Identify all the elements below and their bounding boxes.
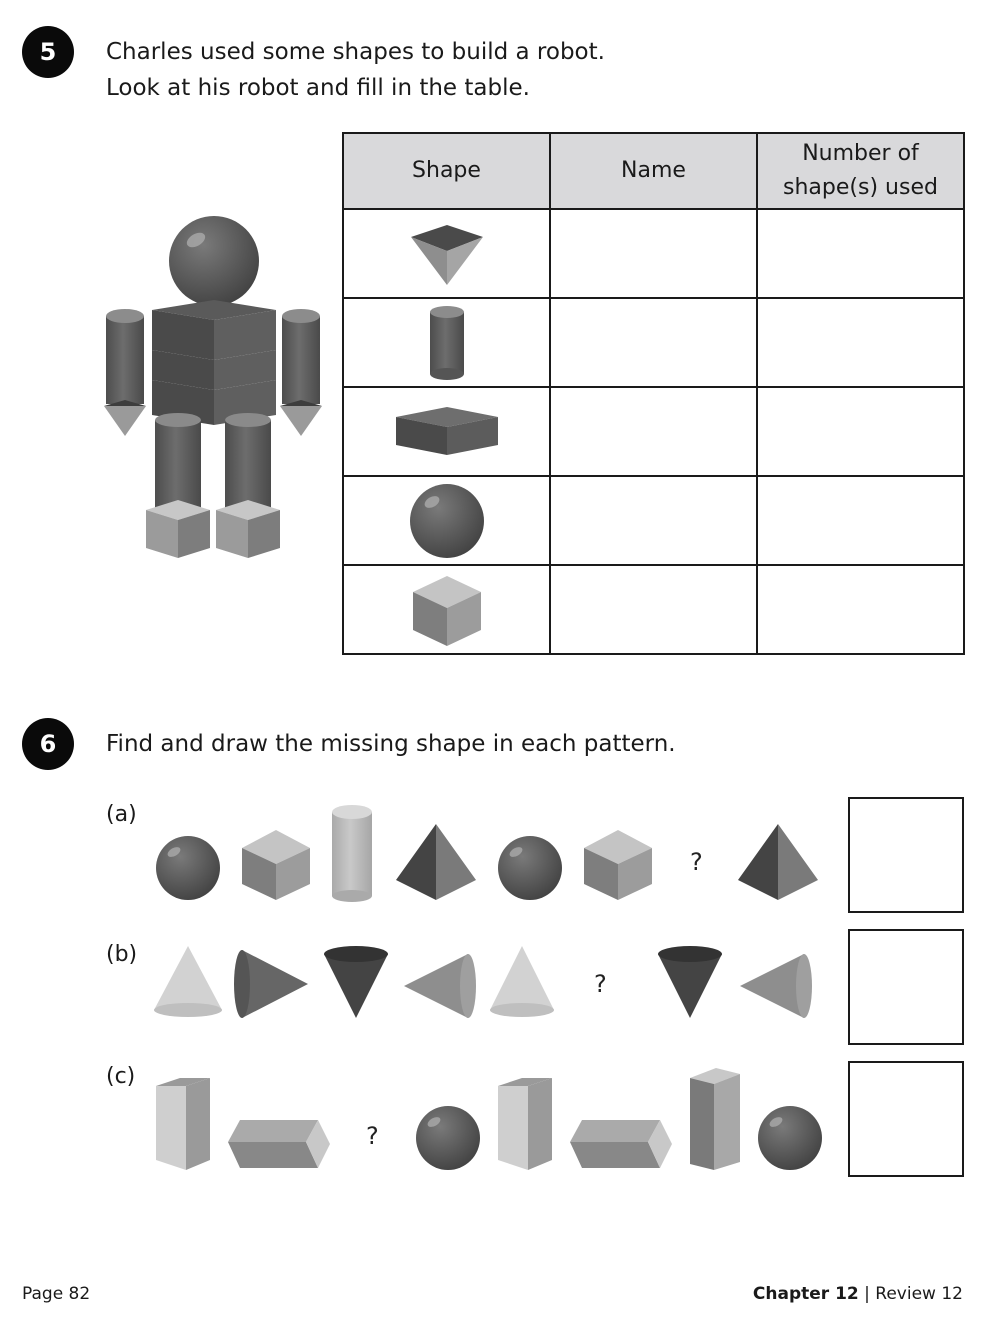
cone-up-shape — [154, 946, 222, 1017]
cube-shape — [584, 830, 652, 900]
footer-separator: | — [864, 1284, 870, 1304]
robot-illustration — [100, 210, 330, 565]
part-b-label: (b) — [106, 942, 138, 967]
name-answer-cell[interactable] — [550, 565, 757, 654]
question-5-line-1: Charles used some shapes to build a robot. — [106, 39, 605, 65]
pattern-c — [150, 1064, 830, 1179]
page-number: Page 82 — [22, 1284, 91, 1304]
answer-box-b[interactable] — [848, 929, 964, 1045]
chapter-footer — [753, 1284, 963, 1304]
missing-shape-marker: ? — [690, 848, 703, 876]
cone-left-shape — [404, 954, 476, 1018]
part-a-label: (a) — [106, 802, 137, 827]
cube-icon — [411, 572, 483, 648]
name-answer-cell[interactable] — [550, 298, 757, 387]
count-answer-cell[interactable] — [757, 209, 964, 298]
pattern-a — [150, 800, 830, 910]
table-row — [343, 209, 964, 298]
header-number-line-1: Number of — [802, 141, 919, 166]
rectangular-prism-icon — [394, 405, 500, 459]
cone-down-shape — [324, 946, 388, 1018]
table-header-row — [343, 133, 964, 209]
review-label: Review 12 — [875, 1284, 963, 1304]
question-number-5: 5 — [22, 26, 74, 78]
table-row — [343, 387, 964, 476]
answer-box-c[interactable] — [848, 1061, 964, 1177]
header-name: Name — [550, 133, 757, 209]
question-5-line-2: Look at his robot and fill in the table. — [106, 75, 530, 101]
shape-cell — [343, 387, 550, 476]
sphere-shape — [498, 836, 562, 900]
count-answer-cell[interactable] — [757, 298, 964, 387]
pyramid-shape — [396, 824, 476, 900]
question-6-instruction: Find and draw the missing shape in each pattern. — [106, 731, 676, 757]
cone-right-shape — [234, 950, 308, 1018]
shape-cell — [343, 476, 550, 565]
cylinder-icon — [427, 304, 467, 382]
question-number-6: 6 — [22, 718, 74, 770]
cone-up-shape — [490, 946, 554, 1017]
chapter-label: Chapter 12 — [752, 1284, 859, 1304]
prism-lying-shape — [228, 1120, 330, 1168]
missing-shape-marker: ? — [366, 1122, 379, 1150]
missing-shape-marker: ? — [594, 970, 607, 998]
sphere-shape — [156, 836, 220, 900]
shape-cell — [343, 209, 550, 298]
pattern-b — [150, 940, 830, 1025]
name-answer-cell[interactable] — [550, 387, 757, 476]
table-row — [343, 298, 964, 387]
count-answer-cell[interactable] — [757, 476, 964, 565]
sphere-shape — [758, 1106, 822, 1170]
prism-tall-shape — [690, 1068, 740, 1170]
prism-upright-shape — [498, 1078, 552, 1170]
name-answer-cell[interactable] — [550, 476, 757, 565]
pyramid-shape — [738, 824, 818, 900]
name-answer-cell[interactable] — [550, 209, 757, 298]
header-shape: Shape — [343, 133, 550, 209]
cone-left-shape — [740, 954, 812, 1018]
cube-shape — [242, 830, 310, 900]
prism-upright-shape — [156, 1078, 210, 1170]
table-row — [343, 565, 964, 654]
sphere-icon — [408, 482, 486, 560]
count-answer-cell[interactable] — [757, 565, 964, 654]
shapes-table — [342, 132, 965, 655]
shape-cell — [343, 298, 550, 387]
part-c-label: (c) — [106, 1064, 136, 1089]
sphere-shape — [416, 1106, 480, 1170]
cylinder-shape — [332, 805, 372, 902]
header-number-line-2: shape(s) used — [783, 175, 938, 200]
cone-down-shape — [658, 946, 722, 1018]
table-row — [343, 476, 964, 565]
count-answer-cell[interactable] — [757, 387, 964, 476]
answer-box-a[interactable] — [848, 797, 964, 913]
shape-cell — [343, 565, 550, 654]
cone-icon — [407, 219, 487, 289]
prism-lying-shape — [570, 1120, 672, 1168]
header-number-used — [757, 133, 964, 209]
